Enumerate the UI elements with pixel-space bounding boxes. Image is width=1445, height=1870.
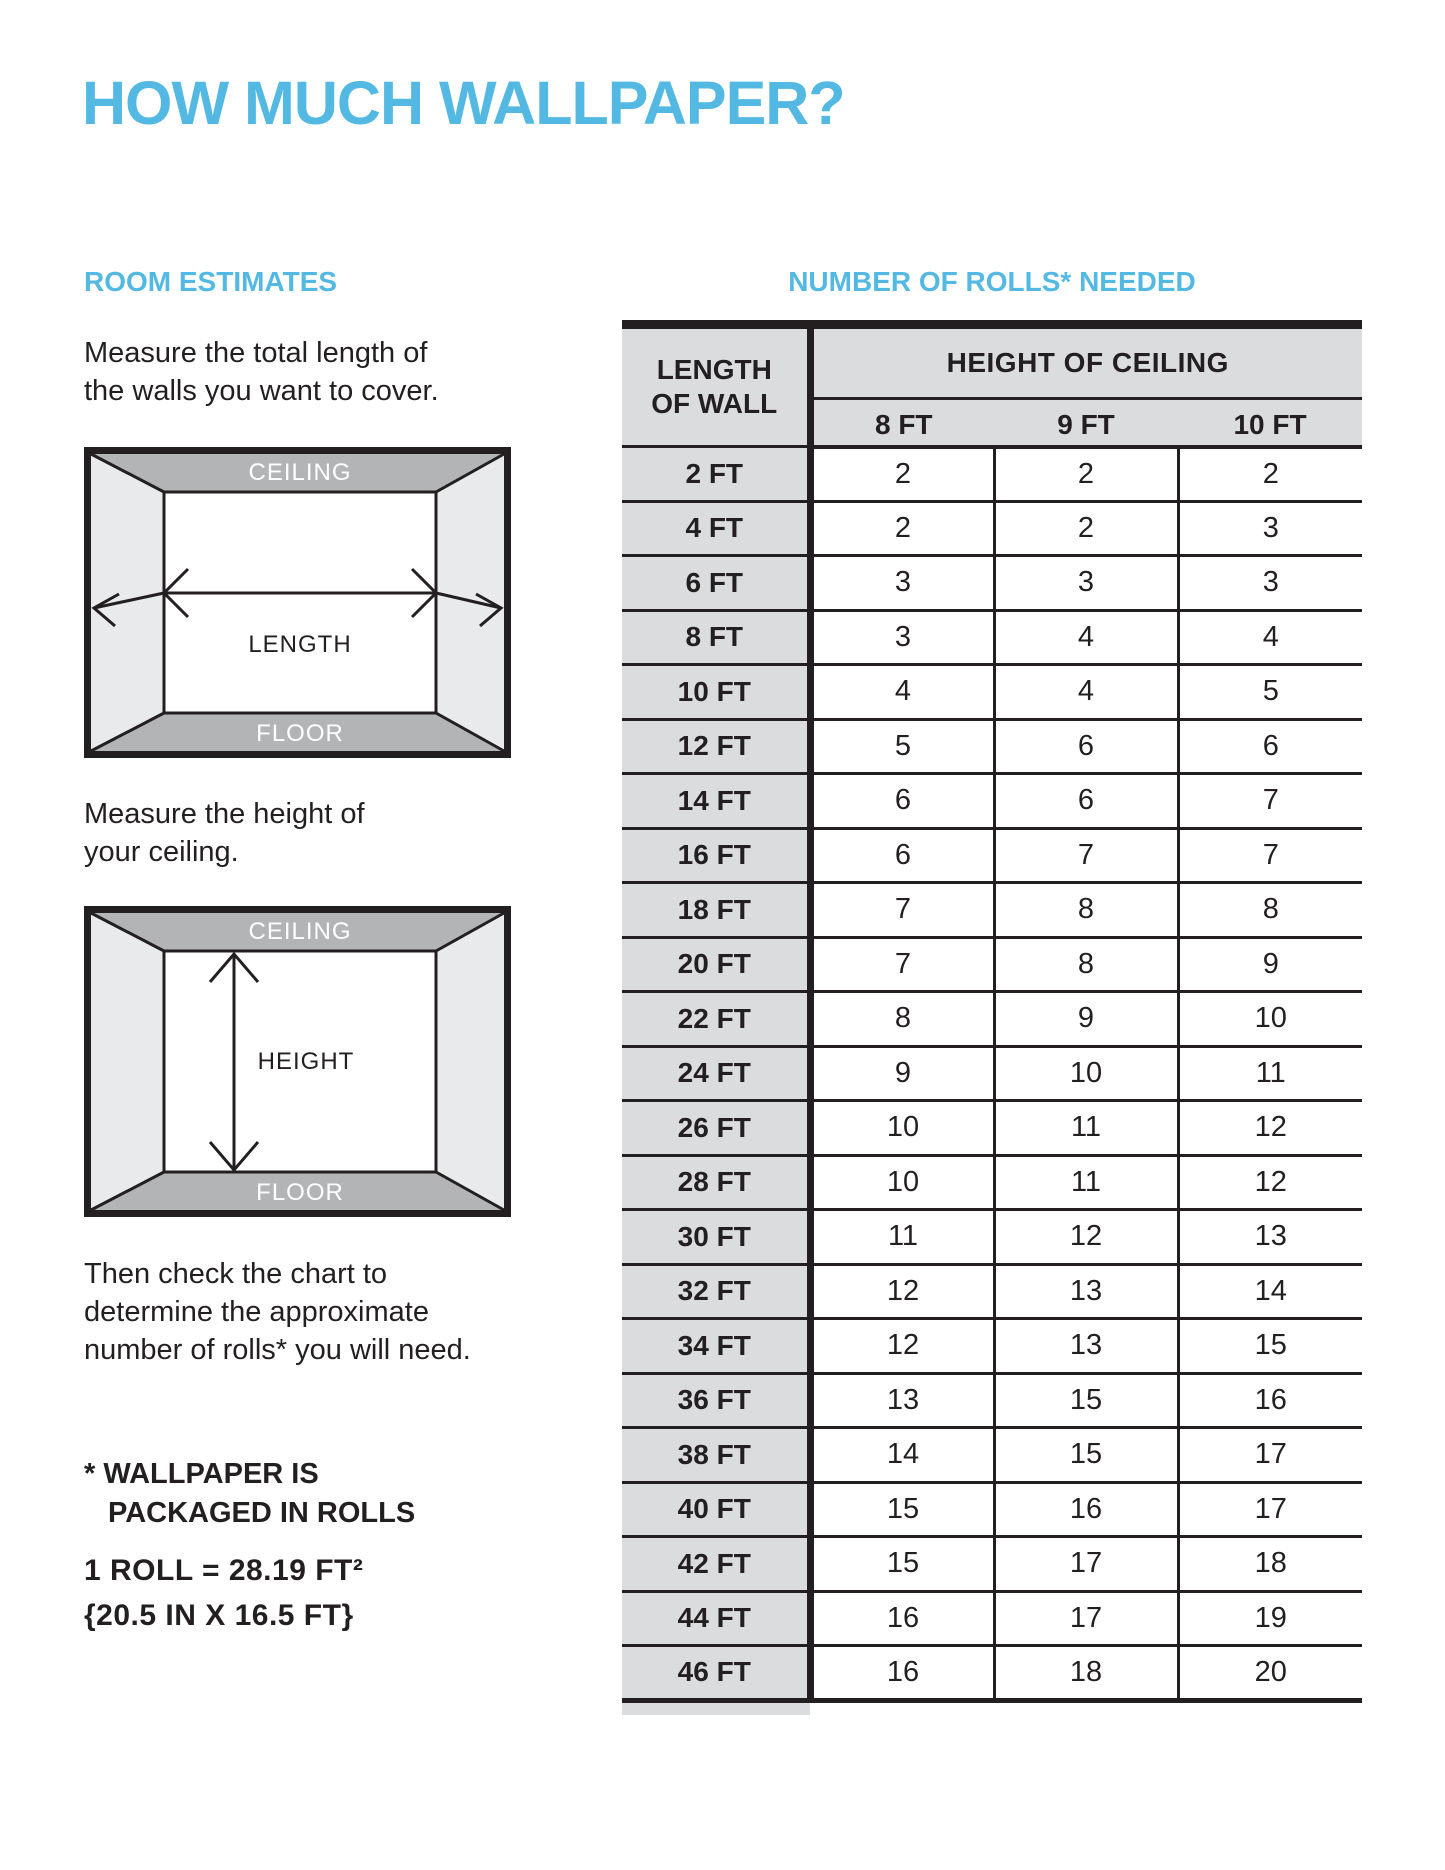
rolls-value-cell: 17 — [1178, 1428, 1362, 1483]
step1-line-2: the walls you want to cover. — [84, 375, 439, 407]
rolls-value-cell: 18 — [994, 1646, 1178, 1701]
table-row — [622, 1155, 1362, 1210]
wall-length-cell: 16 FT — [622, 828, 810, 883]
rolls-value-cell: 2 — [810, 501, 994, 556]
rolls-value-cell: 6 — [810, 774, 994, 829]
rolls-value-cell: 7 — [994, 828, 1178, 883]
rolls-value-cell: 16 — [810, 1646, 994, 1701]
ceiling-9ft-header: 9 FT — [994, 398, 1178, 446]
table-row — [622, 774, 1362, 829]
right-wall-surface — [436, 913, 504, 1210]
room-estimates-heading: ROOM ESTIMATES — [84, 266, 338, 297]
wall-length-cell: 22 FT — [622, 992, 810, 1047]
step2-line-2: your ceiling. — [84, 836, 239, 868]
roll-size-info — [84, 1548, 363, 1638]
rolls-value-cell: 8 — [994, 937, 1178, 992]
wall-length-cell: 32 FT — [622, 1264, 810, 1319]
rolls-value-cell: 9 — [1178, 937, 1362, 992]
ceiling-label: CEILING — [248, 918, 352, 945]
rolls-value-cell: 15 — [810, 1482, 994, 1537]
rolls-value-cell: 14 — [1178, 1264, 1362, 1319]
rolls-footnote — [84, 1455, 415, 1533]
height-room-diagram — [84, 906, 511, 1217]
rolls-value-cell: 15 — [1178, 1319, 1362, 1374]
wall-length-cell: 36 FT — [622, 1373, 810, 1428]
rolls-value-cell: 6 — [994, 774, 1178, 829]
rolls-value-cell: 2 — [994, 447, 1178, 502]
length-label: LENGTH — [248, 631, 352, 658]
rolls-value-cell: 2 — [994, 501, 1178, 556]
rolls-value-cell: 12 — [810, 1264, 994, 1319]
rolls-value-cell: 4 — [1178, 610, 1362, 665]
rolls-value-cell: 11 — [994, 1155, 1178, 1210]
table-row — [622, 447, 1362, 502]
rolls-value-cell: 14 — [810, 1428, 994, 1483]
table-row — [622, 1264, 1362, 1319]
rolls-value-cell: 7 — [1178, 828, 1362, 883]
rolls-value-cell: 16 — [994, 1482, 1178, 1537]
page-title: HOW MUCH WALLPAPER? — [82, 69, 845, 137]
rolls-value-cell: 4 — [994, 665, 1178, 720]
rolls-value-cell: 8 — [810, 992, 994, 1047]
rolls-value-cell: 6 — [994, 719, 1178, 774]
rolls-table-container — [622, 320, 1362, 1703]
rolls-value-cell: 2 — [810, 447, 994, 502]
height-of-ceiling-header: HEIGHT OF CEILING — [810, 325, 1362, 399]
rolls-value-cell: 17 — [994, 1537, 1178, 1592]
rolls-value-cell: 7 — [1178, 774, 1362, 829]
rolls-value-cell: 3 — [810, 556, 994, 611]
rolls-value-cell: 9 — [810, 1046, 994, 1101]
wall-length-cell: 4 FT — [622, 501, 810, 556]
rolls-value-cell: 3 — [1178, 556, 1362, 611]
wall-length-cell: 24 FT — [622, 1046, 810, 1101]
rolls-value-cell: 3 — [810, 610, 994, 665]
table-row — [622, 1046, 1362, 1101]
rolls-value-cell: 18 — [1178, 1537, 1362, 1592]
rolls-value-cell: 3 — [1178, 501, 1362, 556]
rolls-value-cell: 16 — [810, 1591, 994, 1646]
table-row — [622, 556, 1362, 611]
length-of-wall-line-2: OF WALL — [651, 388, 778, 419]
rolls-value-cell: 4 — [994, 610, 1178, 665]
rolls-value-cell: 4 — [810, 665, 994, 720]
wall-length-cell: 26 FT — [622, 1101, 810, 1156]
rolls-value-cell: 15 — [994, 1373, 1178, 1428]
step1-instructions — [84, 334, 439, 410]
table-row — [622, 937, 1362, 992]
height-label: HEIGHT — [257, 1048, 355, 1075]
wall-length-cell: 42 FT — [622, 1537, 810, 1592]
wall-length-cell: 8 FT — [622, 610, 810, 665]
roll-dimensions-line: {20.5 IN X 16.5 FT} — [84, 1599, 354, 1632]
rolls-value-cell: 11 — [1178, 1046, 1362, 1101]
rolls-value-cell: 13 — [994, 1264, 1178, 1319]
step3-line-3: number of rolls* you will need. — [84, 1334, 471, 1366]
rolls-value-cell: 12 — [1178, 1155, 1362, 1210]
wall-length-cell: 12 FT — [622, 719, 810, 774]
left-wall-surface — [91, 913, 164, 1210]
table-row — [622, 1319, 1362, 1374]
table-row — [622, 719, 1362, 774]
rolls-value-cell: 6 — [1178, 719, 1362, 774]
table-row — [622, 828, 1362, 883]
height-room-diagram-svg — [84, 906, 511, 1217]
rolls-value-cell: 10 — [994, 1046, 1178, 1101]
wall-length-cell: 18 FT — [622, 883, 810, 938]
rolls-value-cell: 9 — [994, 992, 1178, 1047]
rolls-value-cell: 3 — [994, 556, 1178, 611]
ceiling-8ft-header: 8 FT — [810, 398, 994, 446]
rolls-value-cell: 11 — [810, 1210, 994, 1265]
step3-line-1: Then check the chart to — [84, 1258, 388, 1290]
wall-length-cell: 6 FT — [622, 556, 810, 611]
rolls-value-cell: 17 — [1178, 1482, 1362, 1537]
length-of-wall-header — [622, 325, 810, 447]
table-row — [622, 1591, 1362, 1646]
table-row — [622, 1646, 1362, 1701]
wall-length-cell: 40 FT — [622, 1482, 810, 1537]
length-of-wall-line-1: LENGTH — [656, 354, 772, 385]
rolls-value-cell: 13 — [1178, 1210, 1362, 1265]
wall-length-cell: 10 FT — [622, 665, 810, 720]
rolls-value-cell: 13 — [994, 1319, 1178, 1374]
wall-length-cell: 44 FT — [622, 1591, 810, 1646]
rolls-value-cell: 12 — [994, 1210, 1178, 1265]
rolls-table-body — [622, 447, 1362, 1701]
floor-label: FLOOR — [256, 720, 344, 747]
table-row — [622, 992, 1362, 1047]
back-wall — [164, 492, 436, 713]
rolls-value-cell: 13 — [810, 1373, 994, 1428]
rolls-value-cell: 12 — [1178, 1101, 1362, 1156]
rolls-value-cell: 6 — [810, 828, 994, 883]
table-row — [622, 1428, 1362, 1483]
rolls-value-cell: 11 — [994, 1101, 1178, 1156]
rolls-value-cell: 2 — [1178, 447, 1362, 502]
step2-instructions — [84, 795, 365, 871]
step1-line-1: Measure the total length of — [84, 337, 428, 369]
rolls-value-cell: 7 — [810, 883, 994, 938]
rolls-value-cell: 8 — [994, 883, 1178, 938]
rolls-needed-heading: NUMBER OF ROLLS* NEEDED — [788, 266, 1196, 297]
rolls-value-cell: 10 — [1178, 992, 1362, 1047]
table-row — [622, 610, 1362, 665]
rolls-value-cell: 17 — [994, 1591, 1178, 1646]
length-room-diagram — [84, 447, 511, 758]
wall-length-cell: 2 FT — [622, 447, 810, 502]
table-row — [622, 1101, 1362, 1156]
length-room-diagram-svg — [84, 447, 511, 758]
step3-line-2: determine the approximate — [84, 1296, 429, 1328]
step3-instructions — [84, 1255, 471, 1369]
wall-length-cell: 30 FT — [622, 1210, 810, 1265]
rolls-value-cell: 7 — [810, 937, 994, 992]
ceiling-label: CEILING — [248, 459, 352, 486]
rolls-value-cell: 10 — [810, 1101, 994, 1156]
step2-line-1: Measure the height of — [84, 798, 365, 830]
wall-length-cell: 20 FT — [622, 937, 810, 992]
label-column-stub — [622, 1703, 810, 1715]
roll-area-line: 1 ROLL = 28.19 FT² — [84, 1554, 364, 1587]
table-header-row-1 — [622, 325, 1362, 399]
wall-length-cell: 28 FT — [622, 1155, 810, 1210]
rolls-value-cell: 8 — [1178, 883, 1362, 938]
table-row — [622, 665, 1362, 720]
wall-length-cell: 46 FT — [622, 1646, 810, 1701]
table-row — [622, 883, 1362, 938]
wall-length-cell: 38 FT — [622, 1428, 810, 1483]
wall-length-cell: 14 FT — [622, 774, 810, 829]
rolls-value-cell: 15 — [810, 1537, 994, 1592]
table-row — [622, 1537, 1362, 1592]
rolls-value-cell: 12 — [810, 1319, 994, 1374]
table-row — [622, 1482, 1362, 1537]
rolls-value-cell: 20 — [1178, 1646, 1362, 1701]
ceiling-10ft-header: 10 FT — [1178, 398, 1362, 446]
rolls-value-cell: 16 — [1178, 1373, 1362, 1428]
rolls-value-cell: 19 — [1178, 1591, 1362, 1646]
table-row — [622, 501, 1362, 556]
wall-length-cell: 34 FT — [622, 1319, 810, 1374]
rolls-value-cell: 15 — [994, 1428, 1178, 1483]
rolls-value-cell: 10 — [810, 1155, 994, 1210]
table-row — [622, 1373, 1362, 1428]
table-row — [622, 1210, 1362, 1265]
rolls-value-cell: 5 — [1178, 665, 1362, 720]
floor-label: FLOOR — [256, 1179, 344, 1206]
footnote-line-1: * WALLPAPER IS — [84, 1458, 319, 1490]
rolls-table — [622, 320, 1362, 1703]
footnote-line-2: PACKAGED IN ROLLS — [108, 1497, 416, 1529]
rolls-value-cell: 5 — [810, 719, 994, 774]
